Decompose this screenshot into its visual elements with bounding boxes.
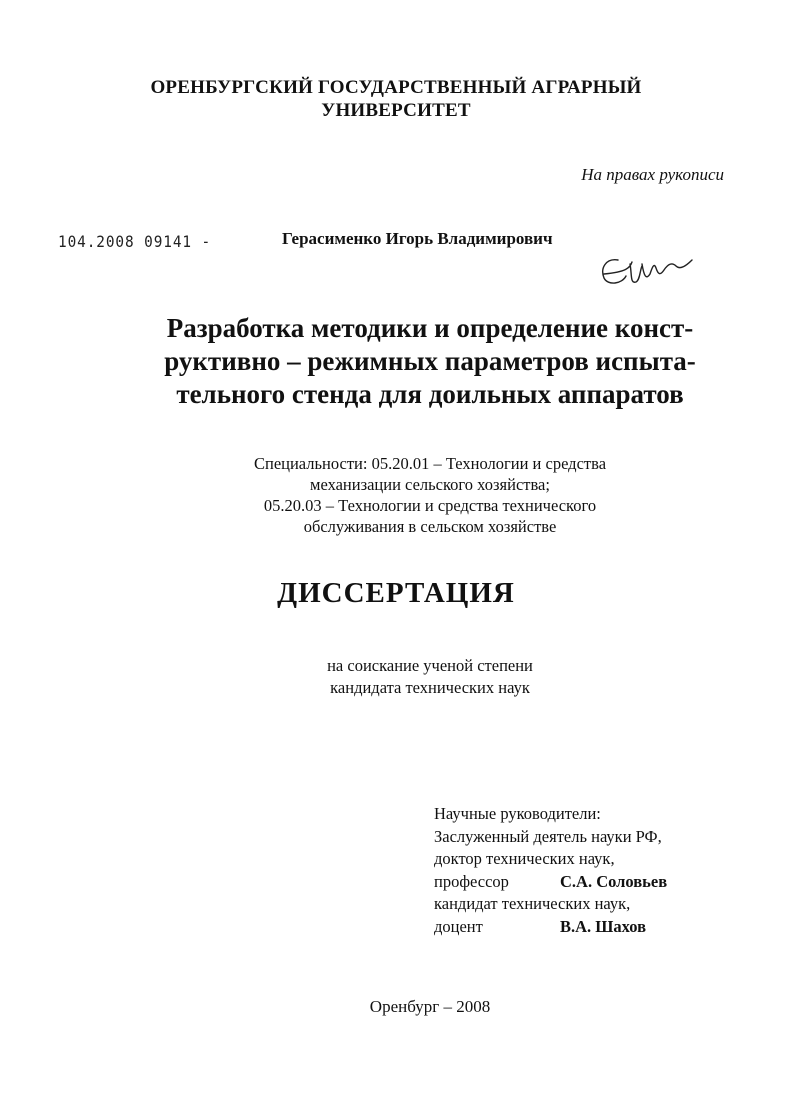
supervisor-1-rank: профессор (434, 871, 509, 891)
library-stamp: 104.2008 09141 - (58, 232, 212, 251)
title-line-3: тельного стенда для доильных аппаратов (176, 379, 684, 409)
university-name (0, 76, 792, 122)
signature-icon (596, 250, 696, 294)
supervisors-header: Научные руководители: (434, 804, 601, 823)
supervisor-2-row (434, 916, 667, 939)
university-line-2: УНИВЕРСИТЕТ (321, 100, 471, 121)
supervisor-1-degree: доктор технических наук, (434, 849, 615, 868)
author-name: Герасименко Игорь Владимирович (282, 229, 553, 248)
city-year: Оренбург – 2008 (369, 997, 491, 1016)
degree-statement (150, 655, 710, 699)
supervisors-block (434, 803, 667, 938)
degree-line-2: кандидата технических наук (330, 678, 530, 697)
supervisor-1-title: Заслуженный деятель науки РФ, (434, 826, 662, 846)
supervisor-2-degree: кандидат технических наук, (434, 894, 631, 913)
supervisor-2-rank: доцент (434, 916, 483, 936)
specialties-line-4: обслуживания в сельском хозяйстве (303, 517, 557, 536)
rights-note: На правах рукописи (581, 165, 724, 184)
supervisor-1-name: С.А. Соловьев (560, 871, 668, 891)
specialties (150, 453, 710, 537)
title-line-1: Разработка методики и определение конст- (166, 313, 694, 343)
specialties-line-2: механизации сельского хозяйства; (310, 475, 550, 494)
title-line-2: руктивно – режимных параметров испыта- (164, 346, 696, 376)
specialties-line-3: 05.20.03 – Технологии и средства технического (263, 496, 597, 515)
document-type: ДИССЕРТАЦИЯ (277, 577, 515, 609)
university-line-1: ОРЕНБУРГСКИЙ ГОСУДАРСТВЕННЫЙ АГРАРНЫЙ (150, 77, 642, 98)
specialties-line-1: Специальности: 05.20.01 – Технологии и средства (253, 454, 607, 473)
supervisor-2-name: В.А. Шахов (560, 916, 647, 936)
supervisor-1-row (434, 871, 667, 894)
dissertation-title (120, 312, 740, 411)
degree-line-1: на соискание ученой степени (327, 656, 533, 675)
